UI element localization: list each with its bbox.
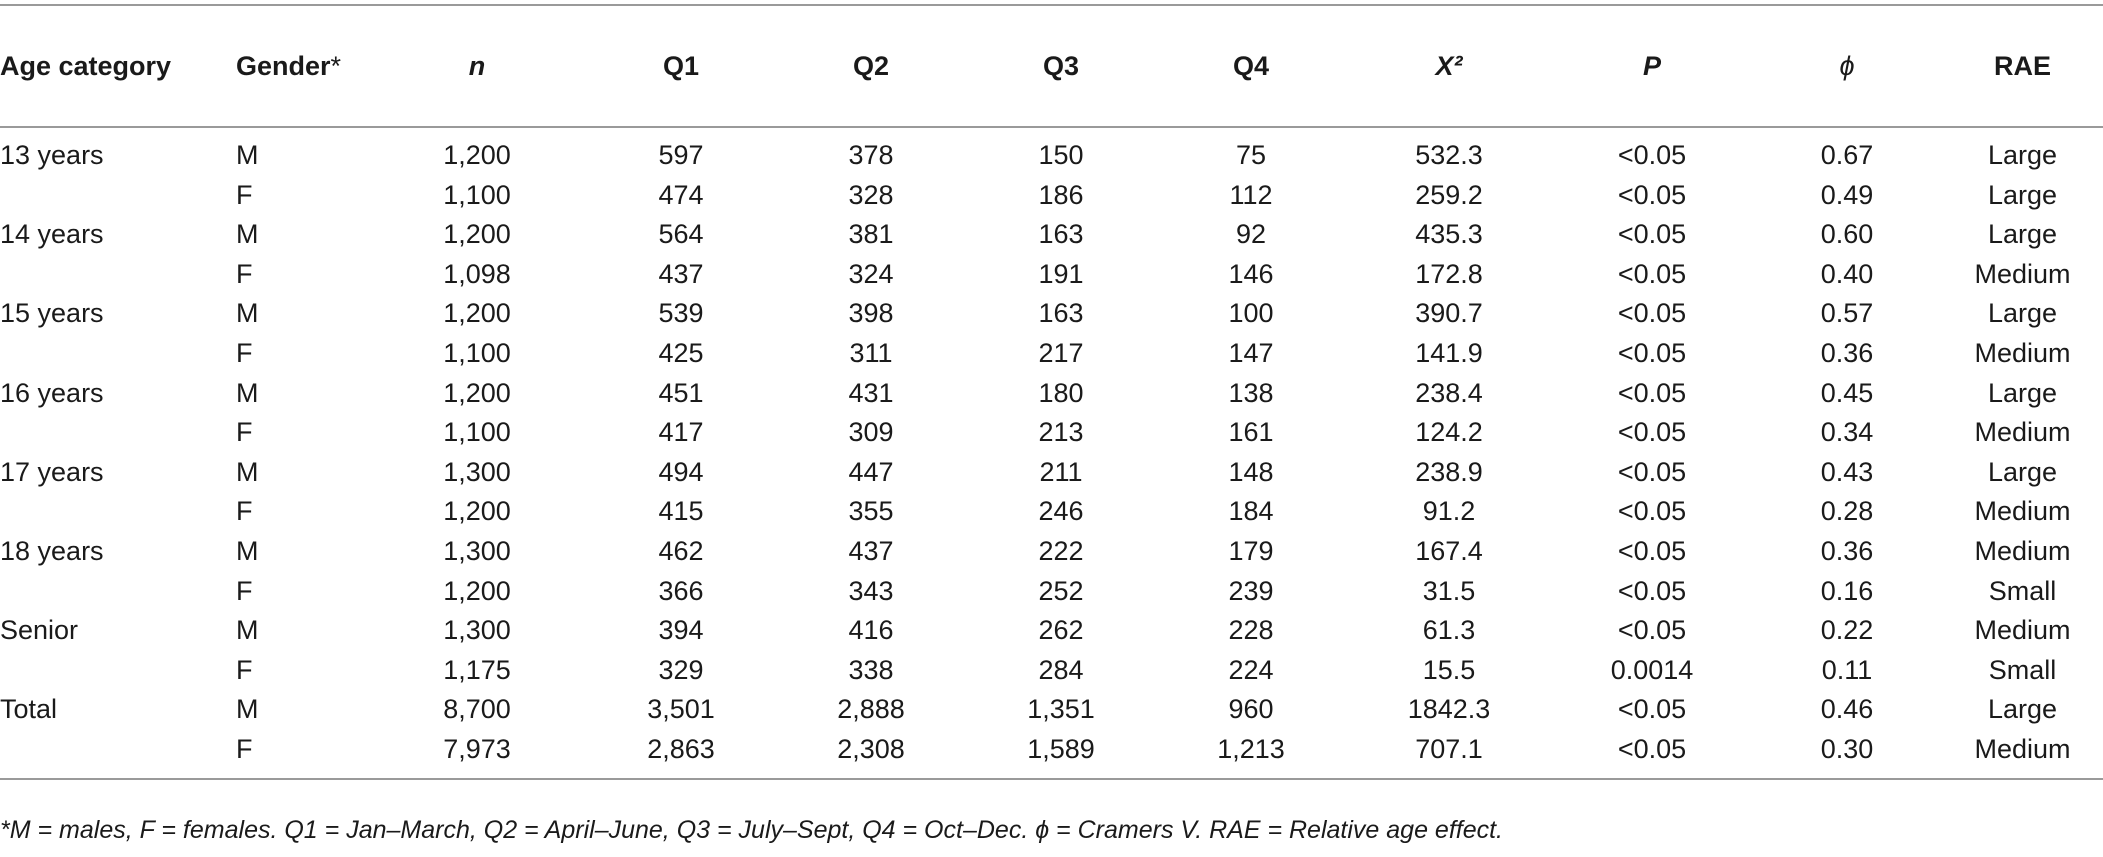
- table-row: [0, 374, 2103, 414]
- cell-chi-square: 259.2: [1415, 179, 1483, 210]
- cell-p: <0.05: [1617, 733, 1687, 764]
- cell-gender: M: [236, 140, 259, 170]
- cell-chi-square: 91.2: [1422, 496, 1476, 527]
- cell-gender: M: [236, 694, 259, 725]
- cell-age-category: [0, 413, 200, 453]
- cell-q4: 179: [1228, 535, 1274, 566]
- cell-q2: 416: [848, 615, 894, 646]
- cell-gender: F: [236, 179, 253, 210]
- cell-age-category: 15 years: [0, 298, 104, 329]
- cell-n: 1,300: [443, 456, 511, 487]
- cell-q1: 597: [658, 140, 704, 170]
- cell-n: 1,200: [443, 377, 511, 408]
- cell-n: 1,200: [443, 140, 511, 170]
- cell-gender: M: [236, 615, 259, 646]
- cell-q4: 224: [1228, 654, 1274, 685]
- cell-chi-square: 172.8: [1415, 258, 1483, 289]
- cell-rae: Medium: [1974, 258, 2071, 289]
- table-row: [0, 294, 2103, 334]
- cell-q2: 311: [849, 337, 893, 368]
- cell-chi-square: 707.1: [1415, 733, 1483, 764]
- cell-chi-square: 532.3: [1415, 140, 1483, 170]
- cell-age-category: [0, 651, 200, 691]
- header-q3: Q3: [1042, 51, 1080, 81]
- cell-gender: M: [236, 298, 259, 329]
- cell-q3: 163: [1038, 219, 1084, 250]
- cell-chi-square: 238.9: [1415, 456, 1483, 487]
- cell-gender: F: [236, 258, 253, 289]
- cell-p: <0.05: [1617, 258, 1687, 289]
- cell-phi: 0.36: [1820, 337, 1874, 368]
- cell-q2: 437: [848, 535, 894, 566]
- table-row: [0, 215, 2103, 255]
- cell-gender: M: [236, 377, 259, 408]
- cell-rae: Medium: [1974, 496, 2071, 527]
- cell-q4: 239: [1228, 575, 1274, 606]
- cell-chi-square: 238.4: [1415, 377, 1483, 408]
- cell-q2: 338: [848, 654, 894, 685]
- cell-rae: Large: [1987, 298, 2058, 329]
- cell-q1: 329: [658, 654, 704, 685]
- cell-gender: F: [236, 733, 253, 764]
- cell-phi: 0.43: [1820, 456, 1874, 487]
- cell-chi-square: 435.3: [1415, 219, 1483, 250]
- cell-q3: 252: [1038, 575, 1084, 606]
- cell-q4: 92: [1235, 219, 1267, 250]
- cell-chi-square: 167.4: [1415, 535, 1483, 566]
- cell-rae: Medium: [1974, 733, 2071, 764]
- cell-rae: Large: [1987, 377, 2058, 408]
- cell-rae: Large: [1987, 694, 2058, 725]
- rae-table: [0, 4, 2103, 780]
- cell-q1: 539: [658, 298, 704, 329]
- cell-n: 1,175: [443, 654, 511, 685]
- cell-p: <0.05: [1617, 575, 1687, 606]
- cell-q1: 415: [658, 496, 704, 527]
- cell-gender: M: [236, 456, 259, 487]
- cell-chi-square: 390.7: [1415, 298, 1483, 329]
- cell-q1: 366: [658, 575, 704, 606]
- cell-q3: 211: [1039, 456, 1083, 487]
- cell-rae: Medium: [1974, 417, 2071, 448]
- cell-rae: Large: [1987, 219, 2058, 250]
- cell-age-category: Total: [0, 694, 58, 725]
- cell-phi: 0.67: [1820, 140, 1874, 170]
- cell-n: 1,200: [443, 298, 511, 329]
- header-q1: Q1: [662, 51, 700, 81]
- cell-q3: 262: [1038, 615, 1084, 646]
- table-row: [0, 532, 2103, 572]
- table-row: [0, 334, 2103, 374]
- cell-age-category: Senior: [0, 615, 79, 646]
- cell-q4: 138: [1228, 377, 1274, 408]
- cell-q3: 284: [1038, 654, 1084, 685]
- cell-q1: 425: [658, 337, 704, 368]
- header-gender-label: Gender: [236, 51, 331, 81]
- header-p: P: [1642, 51, 1661, 81]
- cell-q3: 180: [1038, 377, 1084, 408]
- header-gender: [200, 5, 368, 127]
- cell-phi: 0.22: [1820, 615, 1874, 646]
- cell-q2: 309: [848, 417, 894, 448]
- cell-p: <0.05: [1617, 298, 1687, 329]
- cell-q2: 324: [848, 258, 894, 289]
- header-q4: Q4: [1232, 51, 1270, 81]
- header-age-label: Age category: [0, 51, 172, 81]
- header-phi: ϕ: [1839, 51, 1855, 81]
- cell-q1: 564: [658, 219, 704, 250]
- cell-n: 1,100: [443, 417, 511, 448]
- cell-gender: F: [236, 654, 253, 685]
- cell-n: 1,200: [443, 575, 511, 606]
- table-body: [0, 127, 2103, 779]
- cell-n: 1,200: [443, 496, 511, 527]
- cell-q3: 150: [1038, 140, 1084, 170]
- cell-rae: Medium: [1974, 337, 2071, 368]
- header-q2: Q2: [852, 51, 890, 81]
- table-row: [0, 176, 2103, 216]
- cell-age-category: 18 years: [0, 535, 104, 566]
- cell-age-category: [0, 255, 200, 295]
- cell-phi: 0.57: [1820, 298, 1874, 329]
- table-row: [0, 651, 2103, 691]
- cell-q1: 2,863: [647, 733, 715, 764]
- cell-q4: 148: [1228, 456, 1274, 487]
- cell-q2: 447: [848, 456, 894, 487]
- table-header: [0, 5, 2103, 127]
- cell-q1: 462: [658, 535, 704, 566]
- cell-phi: 0.45: [1820, 377, 1874, 408]
- cell-q1: 494: [658, 456, 704, 487]
- header-gender-footnote-mark: *: [330, 51, 342, 81]
- cell-p: <0.05: [1617, 337, 1687, 368]
- cell-q4: 112: [1229, 179, 1273, 210]
- cell-rae: Large: [1987, 140, 2058, 170]
- cell-gender: F: [236, 575, 253, 606]
- cell-q2: 328: [848, 179, 894, 210]
- cell-rae: Small: [1988, 575, 2057, 606]
- cell-q4: 146: [1228, 258, 1274, 289]
- cell-q1: 394: [658, 615, 704, 646]
- cell-chi-square: 15.5: [1422, 654, 1476, 685]
- table-row: [0, 611, 2103, 651]
- cell-p: <0.05: [1617, 615, 1687, 646]
- cell-q1: 451: [658, 377, 704, 408]
- cell-p: <0.05: [1617, 179, 1687, 210]
- cell-age-category: 17 years: [0, 456, 104, 487]
- table-row: [0, 127, 2103, 176]
- cell-n: 7,973: [443, 733, 511, 764]
- cell-phi: 0.49: [1820, 179, 1874, 210]
- cell-n: 1,300: [443, 535, 511, 566]
- cell-phi: 0.16: [1820, 575, 1874, 606]
- cell-q2: 378: [848, 140, 894, 170]
- cell-age-category: 14 years: [0, 219, 104, 250]
- cell-q3: 246: [1038, 496, 1084, 527]
- cell-phi: 0.36: [1820, 535, 1874, 566]
- cell-q2: 398: [848, 298, 894, 329]
- table-row: [0, 492, 2103, 532]
- cell-rae: Large: [1987, 456, 2058, 487]
- table-row: [0, 453, 2103, 493]
- cell-age-category: [0, 730, 200, 779]
- cell-phi: 0.34: [1820, 417, 1874, 448]
- cell-chi-square: 124.2: [1415, 417, 1483, 448]
- cell-phi: 0.40: [1820, 258, 1874, 289]
- cell-p: <0.05: [1617, 456, 1687, 487]
- cell-chi-square: 1842.3: [1407, 694, 1491, 725]
- header-rae: RAE: [1993, 51, 2051, 81]
- cell-q3: 191: [1038, 258, 1084, 289]
- cell-q4: 100: [1228, 298, 1274, 329]
- header-row: [0, 5, 2103, 127]
- cell-q2: 2,888: [837, 694, 905, 725]
- cell-q2: 355: [848, 496, 894, 527]
- cell-q2: 343: [848, 575, 894, 606]
- cell-rae: Medium: [1974, 615, 2071, 646]
- cell-p: <0.05: [1617, 694, 1687, 725]
- cell-n: 1,100: [443, 337, 511, 368]
- cell-n: 1,300: [443, 615, 511, 646]
- cell-q2: 381: [848, 219, 894, 250]
- cell-phi: 0.60: [1820, 219, 1874, 250]
- cell-q1: 474: [658, 179, 704, 210]
- cell-q1: 437: [658, 258, 704, 289]
- cell-q1: 417: [658, 417, 704, 448]
- cell-p: 0.0014: [1610, 654, 1694, 685]
- cell-p: <0.05: [1617, 535, 1687, 566]
- cell-q3: 213: [1038, 417, 1084, 448]
- cell-q3: 217: [1038, 337, 1084, 368]
- header-age-category: [0, 5, 200, 127]
- cell-rae: Medium: [1974, 535, 2071, 566]
- cell-p: <0.05: [1617, 496, 1687, 527]
- cell-q2: 2,308: [837, 733, 905, 764]
- cell-q3: 222: [1038, 535, 1084, 566]
- cell-gender: M: [236, 219, 259, 250]
- cell-rae: Small: [1988, 654, 2057, 685]
- table-row: [0, 413, 2103, 453]
- cell-p: <0.05: [1617, 417, 1687, 448]
- cell-q3: 1,589: [1027, 733, 1095, 764]
- cell-q4: 161: [1228, 417, 1274, 448]
- cell-phi: 0.28: [1820, 496, 1874, 527]
- cell-p: <0.05: [1617, 140, 1687, 170]
- cell-age-category: [0, 334, 200, 374]
- header-chi-square: X²: [1435, 51, 1463, 81]
- cell-chi-square: 141.9: [1415, 337, 1483, 368]
- header-n: n: [468, 51, 486, 81]
- cell-chi-square: 31.5: [1422, 575, 1476, 606]
- cell-n: 8,700: [443, 694, 511, 725]
- cell-rae: Large: [1987, 179, 2058, 210]
- table-footnote: *M = males, F = females. Q1 = Jan–March, Q2 = April–June, Q3 = July–Sept, Q4 = Oct–Dec. ϕ = Cramers V. RAE = Relative age effect.: [0, 816, 1504, 844]
- cell-gender: F: [236, 337, 253, 368]
- cell-phi: 0.46: [1820, 694, 1874, 725]
- cell-n: 1,098: [443, 258, 511, 289]
- cell-age-category: [0, 492, 200, 532]
- cell-phi: 0.30: [1820, 733, 1874, 764]
- cell-q3: 1,351: [1027, 694, 1095, 725]
- cell-q1: 3,501: [647, 694, 715, 725]
- cell-gender: F: [236, 496, 253, 527]
- cell-phi: 0.11: [1821, 654, 1873, 685]
- cell-age-category: [0, 572, 200, 612]
- table-row: [0, 572, 2103, 612]
- cell-q4: 184: [1228, 496, 1274, 527]
- cell-gender: F: [236, 417, 253, 448]
- cell-q4: 228: [1228, 615, 1274, 646]
- cell-q4: 1,213: [1217, 733, 1285, 764]
- table-row: [0, 690, 2103, 730]
- table-row: [0, 255, 2103, 295]
- cell-p: <0.05: [1617, 219, 1687, 250]
- cell-n: 1,100: [443, 179, 511, 210]
- cell-q3: 163: [1038, 298, 1084, 329]
- cell-n: 1,200: [443, 219, 511, 250]
- cell-age-category: [0, 176, 200, 216]
- cell-chi-square: 61.3: [1422, 615, 1476, 646]
- cell-q4: 960: [1228, 694, 1274, 725]
- cell-q2: 431: [848, 377, 894, 408]
- table-row: [0, 730, 2103, 779]
- cell-age-category: 13 years: [0, 140, 104, 170]
- cell-p: <0.05: [1617, 377, 1687, 408]
- cell-q4: 75: [1235, 140, 1267, 170]
- cell-age-category: 16 years: [0, 377, 104, 408]
- cell-gender: M: [236, 535, 259, 566]
- cell-q3: 186: [1038, 179, 1084, 210]
- cell-q4: 147: [1228, 337, 1274, 368]
